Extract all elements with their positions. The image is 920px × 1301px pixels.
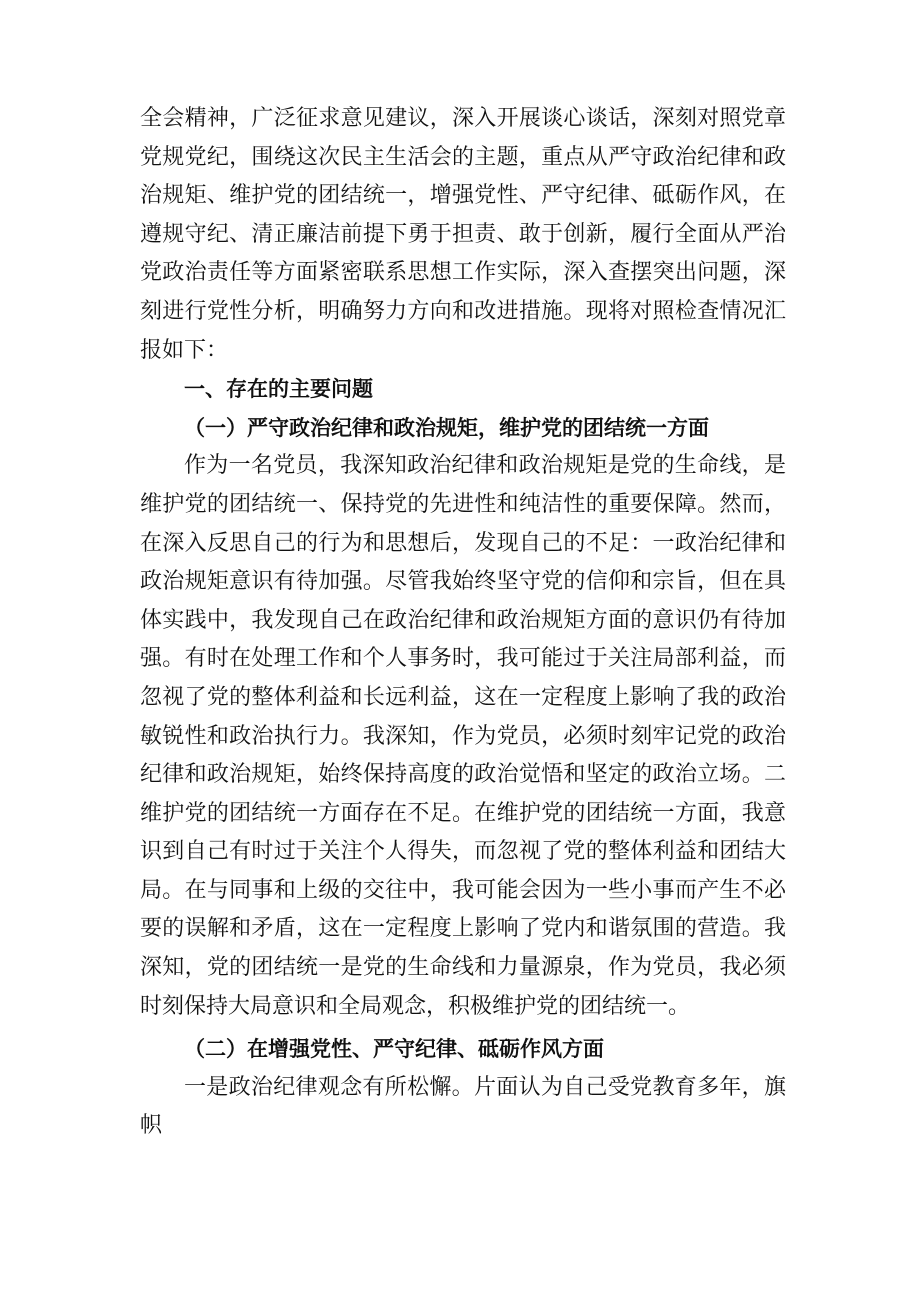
document-body [140, 100, 786, 1146]
subsection-heading-political-discipline: （一）严守政治纪律和政治规矩，维护党的团结统一方面 [184, 415, 709, 440]
subsection-heading-party-spirit: （二）在增强党性、严守纪律、砥砺作风方面 [184, 1037, 604, 1062]
body-paragraph-political-discipline: 作为一名党员，我深知政治纪律和政治规矩是党的生命线，是维护党的团结统一、保持党的先进性和纯洁性的重要保障。然而，在深入反思自己的行为和思想后，发现自己的不足：一政治纪律和政治规矩意识有待加强。尽管我始终坚守党的信仰和宗旨，但在具体实践中，我发现自己在政治纪律和政治规矩方面的意识仍有待加强。有时在处理工作和个人事务时，我可能过于关注局部利益，而忽视了党的整体利益和长远利益，这在一定程度上影响了我的政治敏锐性和政治执行力。我深知，作为党员，必须时刻牢记党的政治纪律和政治规矩，始终保持高度的政治觉悟和坚定的政治立场。二维护党的团结统一方面存在不足。在维护党的团结统一方面，我意识到自己有时过于关注个人得失，而忽视了党的整体利益和团结大局。在与同事和上级的交往中，我可能会因为一些小事而产生不必要的误解和矛盾，这在一定程度上影响了党内和谐氛围的营造。我深知，党的团结统一是党的生命线和力量源泉，作为党员，我必须时刻保持大局意识和全局观念，积极维护党的团结统一。 [140, 453, 786, 1019]
body-paragraph-party-spirit: 一是政治纪律观念有所松懈。片面认为自己受党教育多年，旗帜 [140, 1074, 786, 1139]
intro-paragraph: 全会精神，广泛征求意见建议，深入开展谈心谈话，深刻对照党章党规党纪，围绕这次民主生活会的主题，重点从严守政治纪律和政治规矩、维护党的团结统一，增强党性、严守纪律、砥砺作风，在遵规守纪、清正廉洁前提下勇于担责、敢于创新，履行全面从严治党政治责任等方面紧密联系思想工作实际，深入查摆突出问题，深刻进行党性分析，明确努力方向和改进措施。现将对照检查情况汇报如下： [140, 106, 786, 363]
section-heading-main-problems: 一、存在的主要问题 [184, 377, 373, 402]
